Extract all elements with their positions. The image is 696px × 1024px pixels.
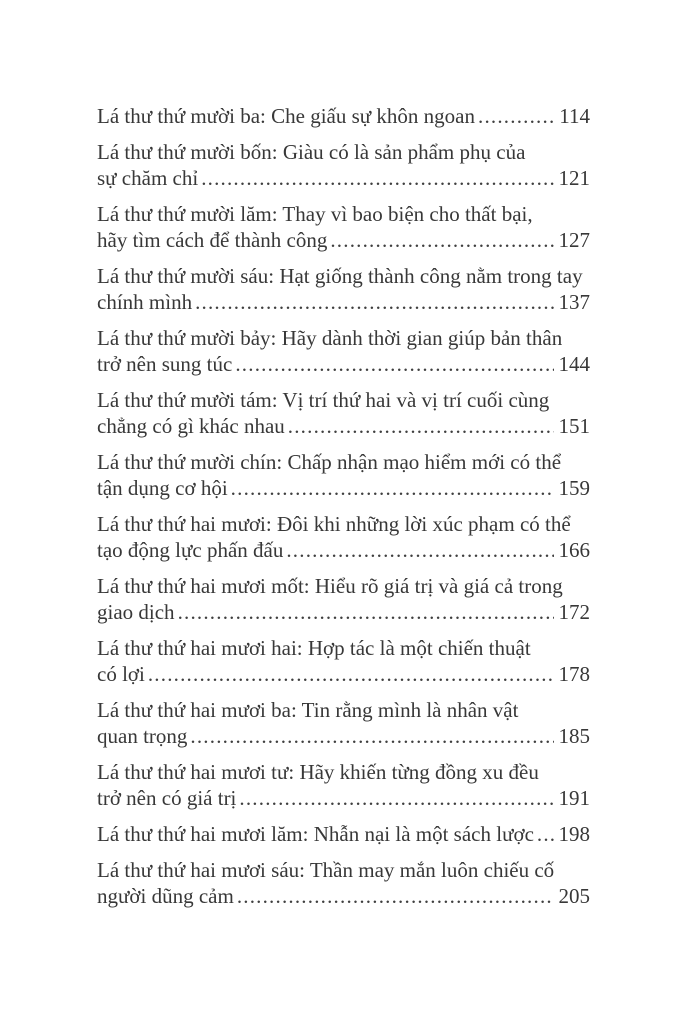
page-number: 205: [558, 884, 590, 908]
toc-entry-title: chính mình: [97, 290, 193, 314]
page-number: 172: [558, 600, 590, 624]
toc-entry: [97, 139, 590, 191]
toc-entry-last-line: [97, 599, 590, 625]
page-number: 166: [558, 538, 590, 562]
toc-entry-line: Lá thư thứ hai mươi tư: Hãy khiến từng đồng xu đều: [97, 760, 539, 784]
toc-entry-title: hãy tìm cách để thành công: [97, 228, 328, 252]
toc-entry-title: quan trọng: [97, 724, 188, 748]
toc-entry-last-line: [97, 723, 590, 749]
toc-entry: [97, 821, 590, 847]
toc-entry-last-line: [97, 289, 590, 315]
dot-leader: [478, 103, 554, 129]
table-of-contents: [97, 103, 590, 909]
page-number: 127: [558, 228, 590, 252]
toc-entry: [97, 201, 590, 253]
toc-entry-line: Lá thư thứ hai mươi mốt: Hiểu rõ giá trị và giá cả trong: [97, 574, 563, 598]
toc-entry-line: Lá thư thứ hai mươi: Đôi khi những lời xúc phạm có thể: [97, 512, 571, 536]
toc-entry-last-line: [97, 227, 590, 253]
dot-leader: [330, 227, 553, 253]
page-number: 144: [558, 352, 590, 376]
page-number: 151: [558, 414, 590, 438]
toc-entry: [97, 511, 590, 563]
toc-entry-last-line: [97, 475, 590, 501]
dot-leader: [201, 165, 553, 191]
toc-entry-title: Lá thư thứ mười ba: Che giấu sự khôn ngoan: [97, 104, 475, 128]
toc-entry-last-line: [97, 165, 590, 191]
toc-entry-line: Lá thư thứ mười bảy: Hãy dành thời gian giúp bản thân: [97, 326, 563, 350]
toc-entry: [97, 263, 590, 315]
page-number: 159: [558, 476, 590, 500]
toc-entry-title: trở nên có giá trị: [97, 786, 237, 810]
toc-entry: [97, 635, 590, 687]
dot-leader: [237, 883, 554, 909]
toc-entry-last-line: [97, 537, 590, 563]
toc-entry: [97, 325, 590, 377]
toc-entry-title: Lá thư thứ hai mươi lăm: Nhẫn nại là một sách lược: [97, 822, 534, 846]
page-number: 121: [558, 166, 590, 190]
toc-entry-last-line: [97, 103, 590, 129]
toc-entry-line: Lá thư thứ hai mươi sáu: Thần may mắn luôn chiếu cố: [97, 858, 555, 882]
toc-entry-last-line: [97, 661, 590, 687]
toc-entry-title: có lợi: [97, 662, 145, 686]
toc-entry-title: tận dụng cơ hội: [97, 476, 228, 500]
dot-leader: [288, 413, 554, 439]
page-number: 191: [558, 786, 590, 810]
toc-entry-last-line: [97, 785, 590, 811]
toc-entry-last-line: [97, 883, 590, 909]
page-number: 137: [558, 290, 590, 314]
dot-leader: [148, 661, 554, 687]
toc-entry: [97, 857, 590, 909]
dot-leader: [231, 475, 554, 501]
toc-entry-last-line: [97, 413, 590, 439]
page-number: 114: [559, 104, 590, 128]
toc-entry: [97, 449, 590, 501]
dot-leader: [190, 723, 553, 749]
dot-leader: [239, 785, 553, 811]
toc-entry-last-line: [97, 821, 590, 847]
toc-entry-last-line: [97, 351, 590, 377]
dot-leader: [235, 351, 553, 377]
toc-entry-line: Lá thư thứ mười bốn: Giàu có là sản phẩm phụ của: [97, 140, 526, 164]
page-number: 185: [558, 724, 590, 748]
toc-entry-line: Lá thư thứ mười tám: Vị trí thứ hai và vị trí cuối cùng: [97, 388, 550, 412]
toc-entry-title: trở nên sung túc: [97, 352, 233, 376]
toc-entry: [97, 573, 590, 625]
toc-entry-line: Lá thư thứ mười lăm: Thay vì bao biện cho thất bại,: [97, 202, 533, 226]
dot-leader: [195, 289, 553, 315]
toc-entry-line: Lá thư thứ hai mươi ba: Tin rằng mình là nhân vật: [97, 698, 519, 722]
toc-entry: [97, 103, 590, 129]
toc-entry: [97, 759, 590, 811]
dot-leader: [286, 537, 553, 563]
toc-entry-title: chẳng có gì khác nhau: [97, 414, 285, 438]
toc-entry-line: Lá thư thứ mười sáu: Hạt giống thành công nằm trong tay: [97, 264, 583, 288]
toc-entry-title: tạo động lực phấn đấu: [97, 538, 284, 562]
page-number: 178: [558, 662, 590, 686]
toc-entry-title: người dũng cảm: [97, 884, 234, 908]
toc-entry-line: Lá thư thứ hai mươi hai: Hợp tác là một chiến thuật: [97, 636, 531, 660]
toc-entry-title: giao dịch: [97, 600, 175, 624]
page-number: 198: [558, 822, 590, 846]
dot-leader: [178, 599, 554, 625]
toc-entry: [97, 387, 590, 439]
toc-entry-title: sự chăm chỉ: [97, 166, 199, 190]
toc-entry-line: Lá thư thứ mười chín: Chấp nhận mạo hiểm mới có thể: [97, 450, 562, 474]
dot-leader: [537, 821, 554, 847]
toc-entry: [97, 697, 590, 749]
